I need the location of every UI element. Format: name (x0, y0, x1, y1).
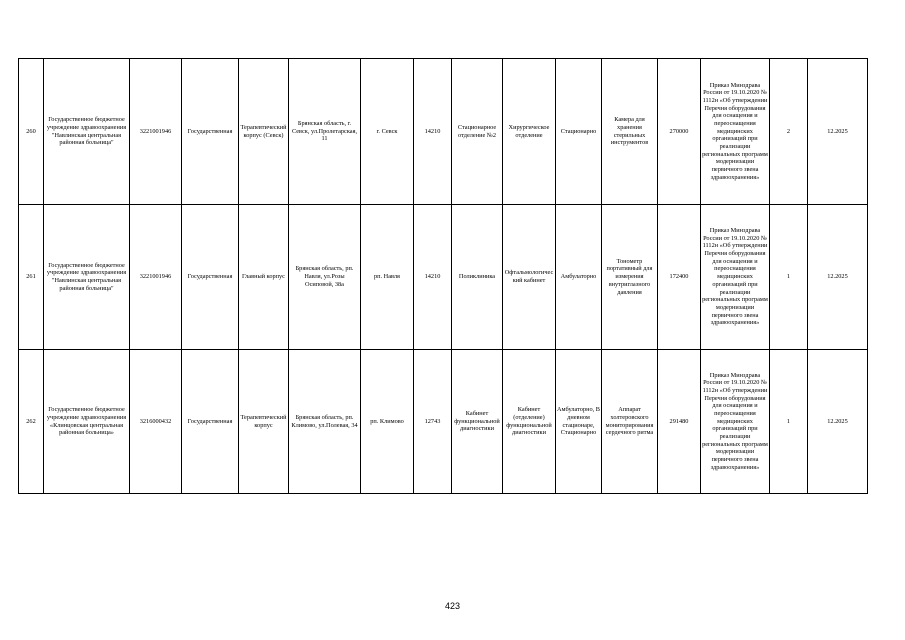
cell-locality: рп. Навля (361, 205, 414, 350)
cell-date: 12.2025 (808, 205, 868, 350)
cell-price: 270000 (658, 59, 701, 205)
cell-num: 261 (19, 205, 44, 350)
cell-address: Брянская область, г. Севск, ул.Пролетарская, 11 (289, 59, 361, 205)
cell-ownership: Государственная (182, 205, 239, 350)
cell-unit: Поликлиника (452, 205, 503, 350)
cell-org: Государственное бюджетное учреждение здравоохранения "Навлинская центральная районная больница" (44, 205, 130, 350)
cell-unit: Стационарное отделение №2 (452, 59, 503, 205)
cell-care-type: Амбулаторно (556, 205, 602, 350)
page-number: 423 (444, 601, 461, 611)
cell-unit: Кабинет функциональной диагностики (452, 350, 503, 494)
cell-address: Брянская область, рп. Навля, ул.Розы Осиповой, 38а (289, 205, 361, 350)
cell-date: 12.2025 (808, 350, 868, 494)
cell-order: Приказ Минздрава России от 19.10.2020 № 1112н «Об утверждении Перечня оборудования для оснащения и переоснащения медицинских организаций при реализации региональных программ модернизации первичного звена здравоохранения» (701, 350, 770, 494)
cell-department: Хирургическое отделение (503, 59, 556, 205)
cell-price: 172400 (658, 205, 701, 350)
table-row (19, 350, 868, 494)
cell-order: Приказ Минздрава России от 19.10.2020 № 1112н «Об утверждении Перечня оборудования для оснащения и переоснащения медицинских организаций при реализации региональных программ модернизации первичного звена здравоохранения» (701, 59, 770, 205)
cell-date: 12.2025 (808, 59, 868, 205)
cell-code: 14210 (414, 59, 452, 205)
table-body (19, 59, 868, 494)
cell-equipment: Камера для хранения стерильных инструментов (602, 59, 658, 205)
cell-inn: 3216000432 (130, 350, 182, 494)
cell-building: Главный корпус (239, 205, 289, 350)
cell-building: Терапевтический корпус (Севск) (239, 59, 289, 205)
cell-order: Приказ Минздрава России от 19.10.2020 № 1112н «Об утверждении Перечня оборудования для оснащения и переоснащения медицинских организаций при реализации региональных программ модернизации первичного звена здравоохранения» (701, 205, 770, 350)
cell-ownership: Государственная (182, 59, 239, 205)
cell-num: 260 (19, 59, 44, 205)
cell-qty: 2 (770, 59, 808, 205)
cell-equipment: Аппарат холтеровского мониторирования сердечного ритма (602, 350, 658, 494)
table-row (19, 205, 868, 350)
cell-qty: 1 (770, 205, 808, 350)
cell-building: Терапевтический корпус (239, 350, 289, 494)
cell-address: Брянская область, рп. Климово, ул.Полевая, 34 (289, 350, 361, 494)
cell-ownership: Государственная (182, 350, 239, 494)
cell-inn: 3221001946 (130, 205, 182, 350)
cell-equipment: Тонометр портативный для измерения внутриглазного давления (602, 205, 658, 350)
cell-inn: 3221001946 (130, 59, 182, 205)
cell-org: Государственное бюджетное учреждение здравоохранения «Клинцовская центральная районная больница» (44, 350, 130, 494)
cell-department: Кабинет (отделение) функциональной диагностики (503, 350, 556, 494)
cell-care-type: Амбулаторно, В дневном стационаре, Стационарно (556, 350, 602, 494)
cell-care-type: Стационарно (556, 59, 602, 205)
cell-department: Офтальмологический кабинет (503, 205, 556, 350)
cell-locality: рп. Климово (361, 350, 414, 494)
cell-code: 14210 (414, 205, 452, 350)
table-row (19, 59, 868, 205)
equipment-table (18, 58, 868, 494)
cell-num: 262 (19, 350, 44, 494)
cell-org: Государственное бюджетное учреждение здравоохранения "Навлинская центральная районная больница" (44, 59, 130, 205)
cell-locality: г. Севск (361, 59, 414, 205)
cell-code: 12743 (414, 350, 452, 494)
cell-price: 291480 (658, 350, 701, 494)
cell-qty: 1 (770, 350, 808, 494)
